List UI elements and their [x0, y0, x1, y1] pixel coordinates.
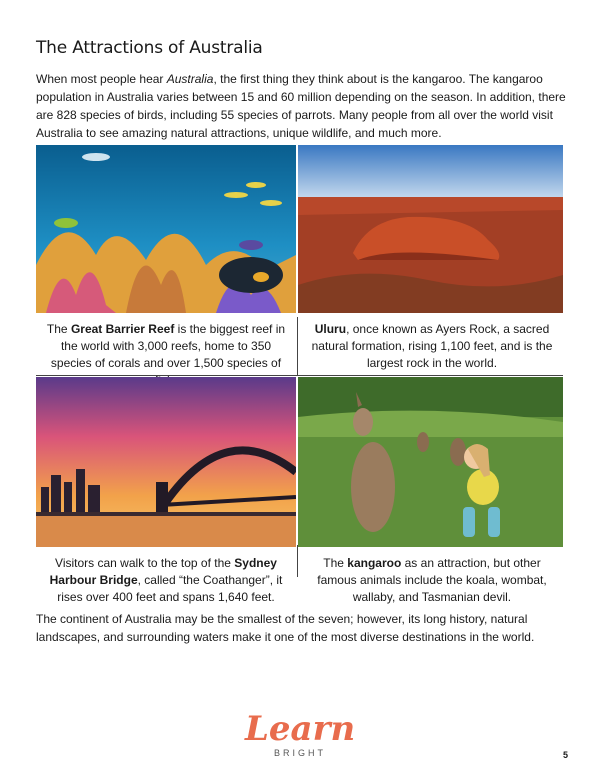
- learn-bright-logo: [245, 709, 356, 764]
- column-divider-lower: [297, 545, 298, 577]
- uluru-image: [298, 145, 563, 313]
- logo-word: Learn: [245, 709, 356, 749]
- logo-subtitle: BRIGHT: [273, 748, 326, 758]
- page-number: 5: [563, 750, 569, 760]
- page-title: The Attractions of Australia: [36, 38, 263, 58]
- uluru-caption: Uluru, once known as Ayers Rock, a sacred natural formation, rising 1,100 feet, and is the largest rock in the world.: [311, 322, 553, 370]
- kangaroo-caption: The kangaroo as an attraction, but other famous animals include the koala, wombat, wallaby, and Tasmanian devil.: [317, 556, 547, 604]
- column-divider: [297, 317, 298, 375]
- reef-caption: The Great Barrier Reef is the biggest reef in the world with 3,000 reefs, home to 350 species of corals and over 1,500 species of: [46, 322, 286, 370]
- intro-paragraph: When most people hear Australia, the first thing they think about is the kangaroo. The kangaroo population in Australia varies between 15 and 60 million depending on the season. In addition, there are 828 species of birds, including 55 species of parrots. Many people from all over the world visit Australia to see amazing natural attractions, unique wildlife, and much more.: [36, 72, 566, 140]
- great-barrier-reef-image: [36, 145, 296, 313]
- closing-paragraph: The continent of Australia may be the smallest of the seven; however, its long history, natural landscapes, and surrounding waters make it one of the most diverse destinations in the world.: [36, 612, 535, 644]
- bridge-caption: Visitors can walk to the top of the Sydney Harbour Bridge, called “the Coathanger”, it rises over 400 feet and spans 1,640 feet.: [49, 556, 283, 604]
- sydney-harbour-bridge-image: [36, 377, 296, 547]
- row-divider: [36, 375, 563, 376]
- kangaroo-image: [298, 377, 563, 547]
- attractions-grid: [36, 145, 563, 604]
